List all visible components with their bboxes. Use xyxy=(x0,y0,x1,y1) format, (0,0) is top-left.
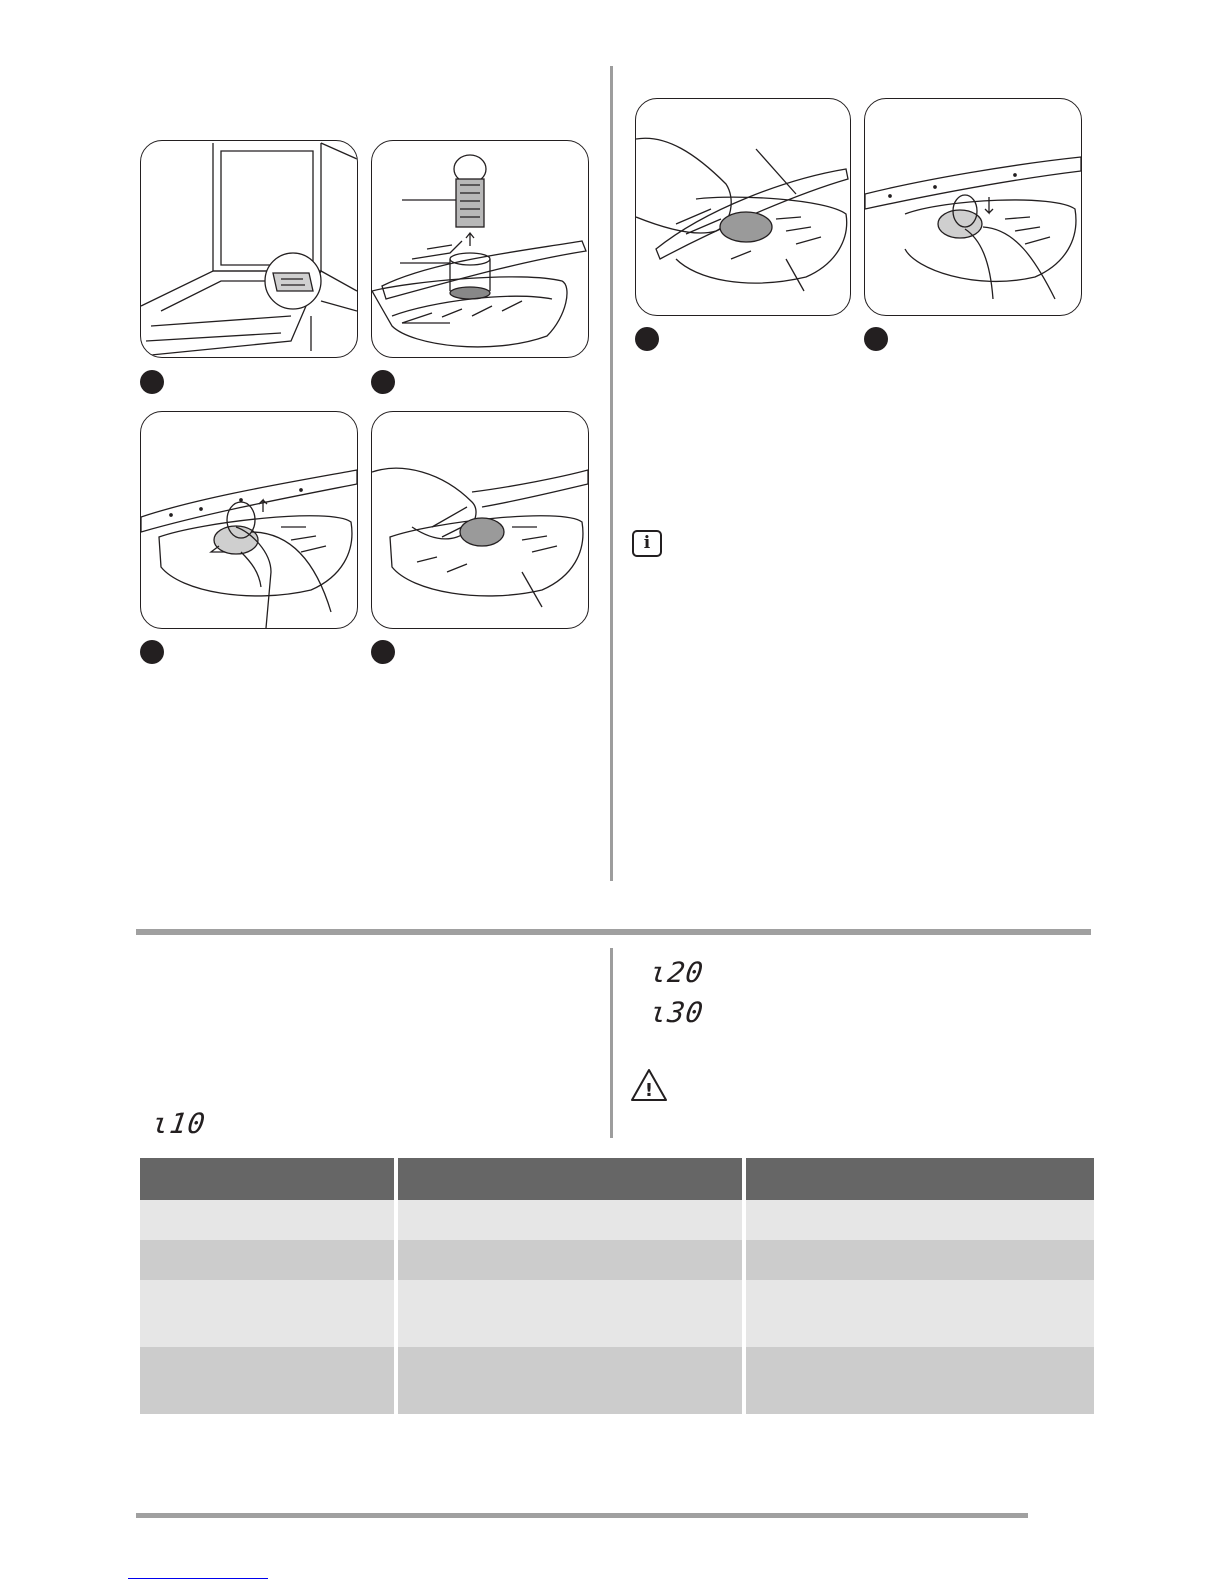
illustration-reinstall-filter xyxy=(864,98,1082,316)
table-row xyxy=(140,1280,1094,1347)
footer-link[interactable] xyxy=(128,1578,268,1579)
section-separator-bar xyxy=(136,929,1091,935)
table-header-cell xyxy=(398,1158,741,1200)
table-header-row xyxy=(140,1158,1094,1200)
table-cell xyxy=(140,1200,394,1240)
column-divider-top xyxy=(610,66,613,881)
warning-icon xyxy=(630,1068,668,1102)
table-row xyxy=(140,1347,1094,1414)
table-header-cell xyxy=(746,1158,1095,1200)
step-marker-5 xyxy=(635,327,659,351)
table-cell xyxy=(398,1240,741,1280)
display-value-20: ɩ20 xyxy=(647,956,706,989)
table-cell xyxy=(746,1347,1095,1414)
table-header-cell xyxy=(140,1158,394,1200)
table-cell xyxy=(140,1240,394,1280)
table-cell xyxy=(746,1240,1095,1280)
step-marker-6 xyxy=(864,327,888,351)
step-marker-2 xyxy=(371,370,395,394)
illustration-clean-drain xyxy=(635,98,851,316)
illustration-turn-filter xyxy=(140,411,358,629)
table-cell xyxy=(398,1280,741,1347)
display-value-10: ɩ10 xyxy=(149,1107,208,1140)
table-row xyxy=(140,1200,1094,1240)
table-cell xyxy=(140,1280,394,1347)
table-cell xyxy=(140,1347,394,1414)
step-marker-3 xyxy=(140,640,164,664)
footer-bar xyxy=(136,1513,1028,1518)
table-cell xyxy=(746,1200,1095,1240)
illustration-remove-filter xyxy=(371,411,589,629)
info-glyph: i xyxy=(643,533,651,553)
step-marker-1 xyxy=(140,370,164,394)
table-cell xyxy=(398,1200,741,1240)
table-row xyxy=(140,1240,1094,1280)
illustration-filter-parts xyxy=(371,140,589,358)
table-cell xyxy=(398,1347,741,1414)
step-marker-4 xyxy=(371,640,395,664)
column-divider-bottom xyxy=(610,948,613,1138)
warning-glyph: ! xyxy=(644,1080,654,1101)
illustration-dishwasher-door xyxy=(140,140,358,358)
data-table xyxy=(136,1158,1098,1414)
display-value-30: ɩ30 xyxy=(647,996,706,1029)
table-cell xyxy=(746,1280,1095,1347)
info-icon xyxy=(632,530,662,557)
